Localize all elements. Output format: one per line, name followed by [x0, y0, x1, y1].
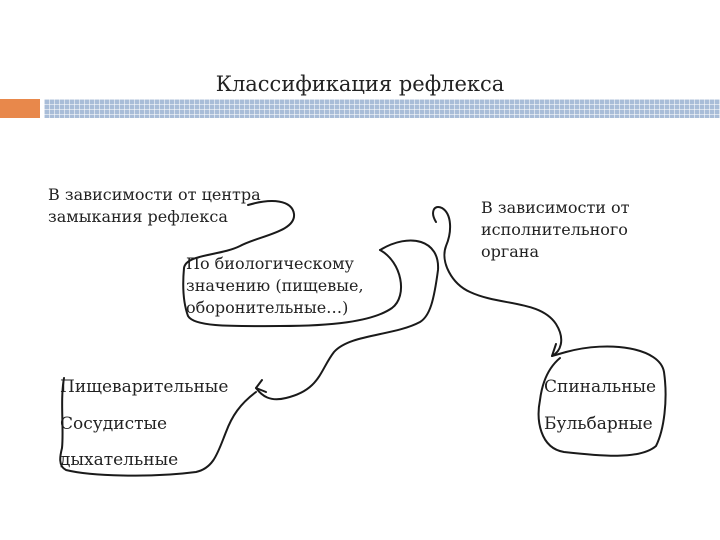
effector-organ-line-1: В зависимости от: [481, 198, 630, 217]
list-item-digestive: Пищеварительные: [60, 377, 229, 397]
list-item-spinal: Спинальные: [544, 377, 657, 397]
enclosure-left-group: [60, 378, 256, 476]
biological-meaning-line-2: значению (пищевые,: [186, 276, 364, 295]
center-closure-line-1: В зависимости от центра: [48, 185, 261, 204]
biological-meaning-line-1: По биологическому: [186, 254, 354, 273]
center-closure-line-2: замыкания рефлекса: [48, 207, 228, 226]
enclosure-right-group: [539, 346, 666, 455]
connector-center-to-bio: [183, 201, 401, 326]
list-item-respiratory: дыхательные: [60, 450, 179, 470]
connector-bio-loop: [256, 240, 438, 399]
effector-organ-line-2: исполнительного: [481, 220, 628, 239]
effector-organ-line-3: органа: [481, 242, 539, 261]
slide-title: Классификация рефлекса: [215, 72, 505, 96]
biological-meaning-line-3: оборонительные…): [186, 298, 349, 317]
list-item-vascular: Сосудистые: [60, 414, 168, 434]
list-item-bulbar: Бульбарные: [544, 414, 653, 434]
connector-to-organ: [433, 207, 561, 356]
